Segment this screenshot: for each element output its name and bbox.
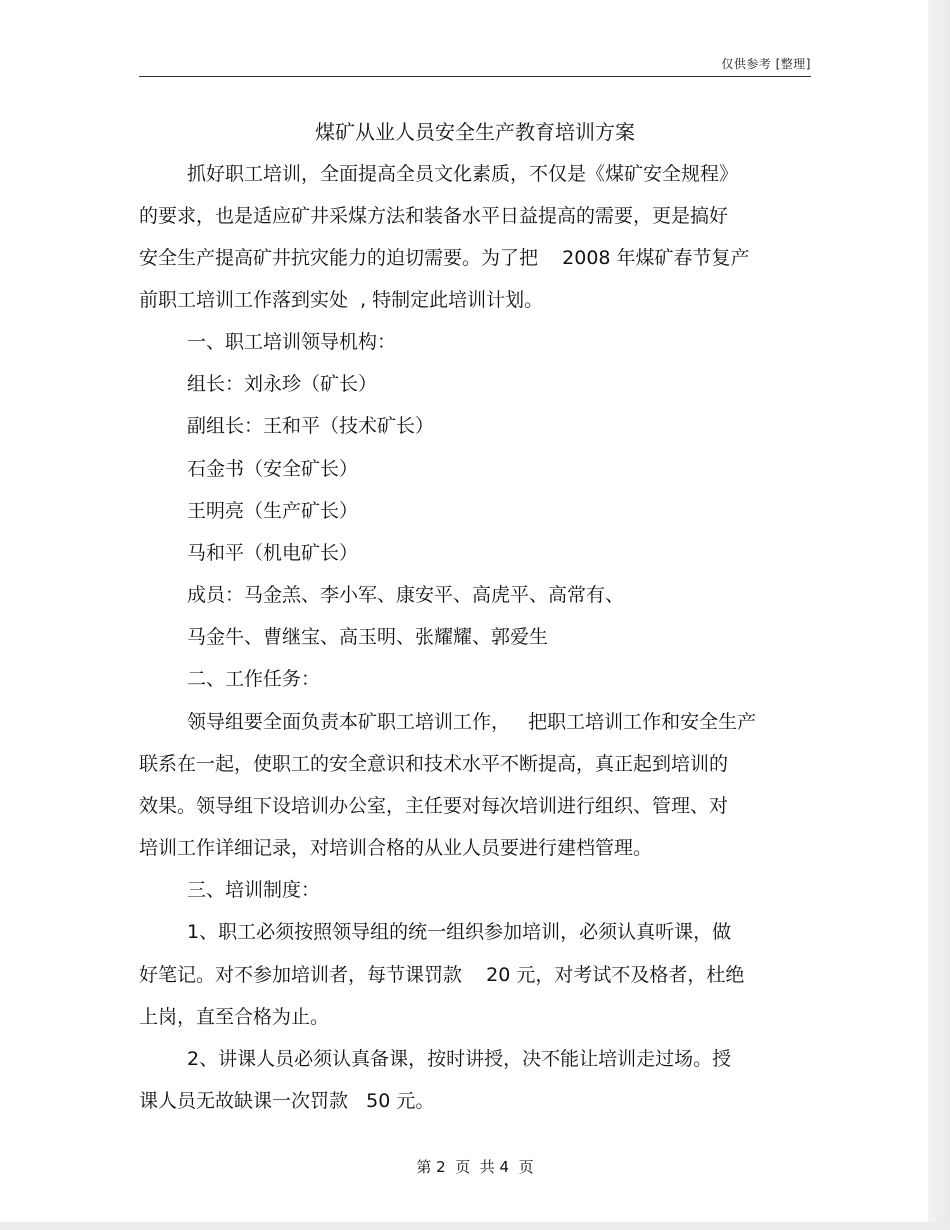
body-line: 领导组要全面负责本矿职工培训工作， 把职工培训工作和安全生产 (187, 711, 757, 733)
body-line: 前职工培训工作落到实处 , 特制定此培训计划。 (139, 289, 544, 311)
body-line: 安全生产提高矿井抗灾能力的迫切需要。为了把 2008 年煤矿春节复产 (139, 247, 750, 269)
body-line: 1、职工必须按照领导组的统一组织参加培训，必须认真听课，做 (187, 921, 732, 943)
body-line: 马和平（机电矿长） (187, 542, 359, 564)
body-line: 课人员无故缺课一次罚款 50 元。 (139, 1090, 435, 1112)
body-line: 抓好职工培训，全面提高全员文化素质，不仅是《煤矿安全规程》 (187, 163, 739, 185)
body-line: 石金书（安全矿长） (187, 458, 359, 480)
body-line: 上岗，直至合格为止。 (139, 1006, 330, 1028)
body-line: 成员：马金羔、李小军、康安平、高虎平、高常有、 (187, 584, 625, 606)
body-line: 马金牛、曹继宝、高玉明、张耀耀、郭爱生 (187, 626, 549, 648)
body-line: 好笔记。对不参加培训者，每节课罚款 20 元，对考试不及格者，杜绝 (139, 964, 745, 986)
section-heading: 二、工作任务： (187, 668, 321, 690)
page-number: 第 2 页 共 4 页 (416, 1158, 534, 1176)
document-title: 煤矿从业人员安全生产教育培训方案 (315, 120, 635, 144)
body-line: 副组长：王和平（技术矿长） (187, 415, 435, 437)
body-line: 组长：刘永珍（矿长） (187, 373, 378, 395)
page-edge-shadow (928, 0, 950, 1230)
body-line: 联系在一起，使职工的安全意识和技术水平不断提高，真正起到培训的 (139, 753, 729, 775)
header-note: 仅供参考 [整理] (721, 57, 811, 71)
body-line: 培训工作详细记录，对培训合格的从业人员要进行建档管理。 (139, 837, 653, 859)
body-line: 的要求，也是适应矿井采煤方法和装备水平日益提高的需要，更是搞好 (139, 205, 729, 227)
page-bottom-shadow (0, 1222, 950, 1230)
body-line: 效果。领导组下设培训办公室，主任要对每次培训进行组织、管理、对 (139, 795, 729, 817)
body-line: 2、讲课人员必须认真备课，按时讲授，决不能让培训走过场。授 (187, 1048, 732, 1070)
section-heading: 一、职工培训领导机构： (187, 331, 397, 353)
header-divider (139, 76, 811, 77)
body-line: 王明亮（生产矿长） (187, 500, 359, 522)
section-heading: 三、培训制度： (187, 879, 321, 901)
